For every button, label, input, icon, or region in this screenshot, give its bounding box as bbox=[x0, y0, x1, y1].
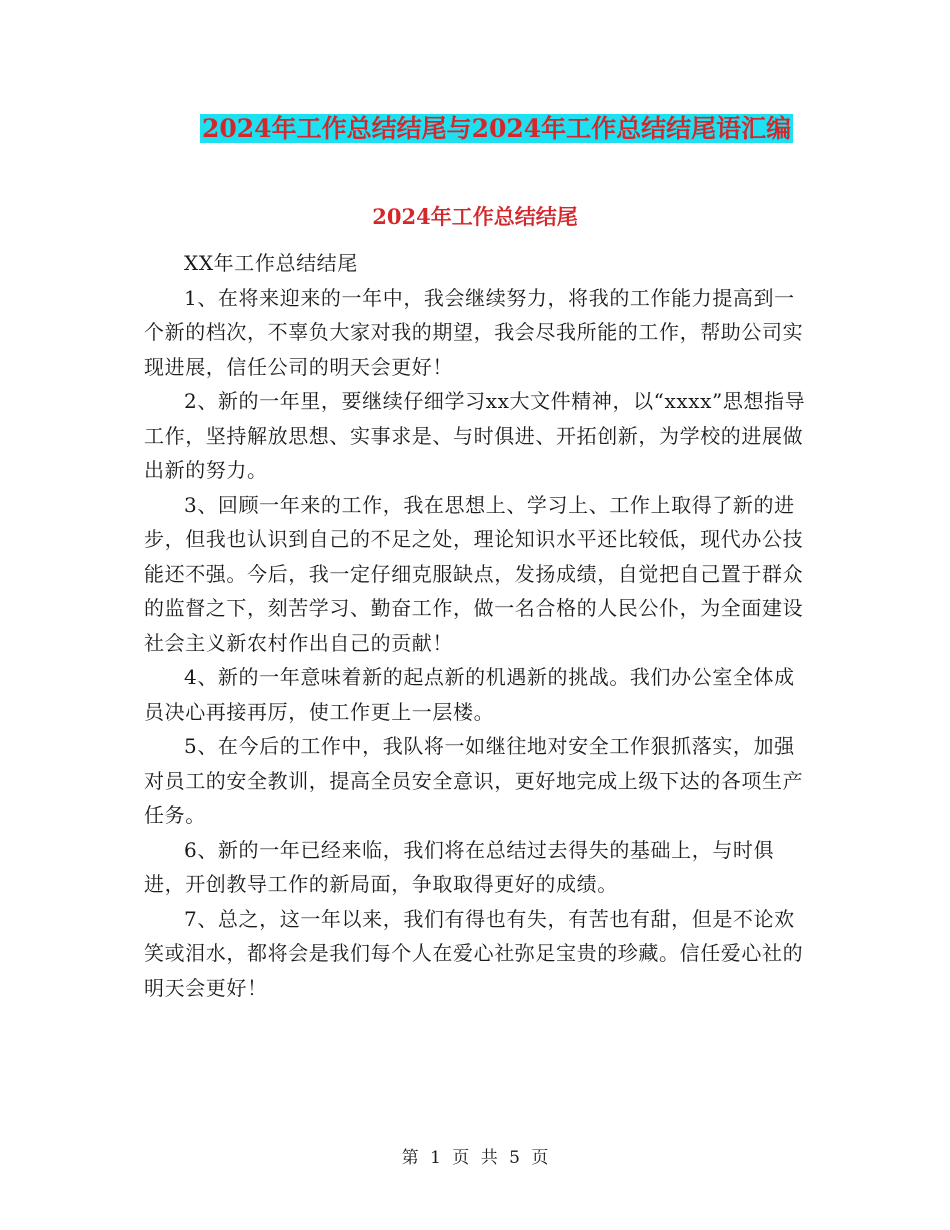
section-title: 2024年工作总结结尾 bbox=[372, 204, 578, 229]
page-footer: 第 1 页 共 5 页 bbox=[401, 1148, 549, 1168]
document-body bbox=[144, 246, 810, 1005]
paragraph-1: 1、在将来迎来的一年中，我会继续努力，将我的工作能力提高到一个新的档次，不辜负大家对我的期望，我会尽我所能的工作，帮助公司实现进展，信任公司的明天会更好！ bbox=[144, 285, 804, 379]
paragraph-6: 6、新的一年已经来临，我们将在总结过去得失的基础上，与时俱进，开创教导工作的新局面，争取取得更好的成绩。 bbox=[144, 837, 775, 896]
paragraph-3: 3、回顾一年来的工作，我在思想上、学习上、工作上取得了新的进步，但我也认识到自己的不足之处，理论知识水平还比较低，现代办公技能还不强。今后，我一定仔细克服缺点，发扬成绩，自觉把自己置于群众的监督之下，刻苦学习、勤奋工作，做一名合格的人民公仆，为全面建设社会主义新农村作出自己的贡献！ bbox=[144, 492, 804, 655]
paragraph-4: 4、新的一年意味着新的起点新的机遇新的挑战。我们办公室全体成员决心再接再厉，使工作更上一层楼。 bbox=[144, 665, 795, 724]
main-title-text: 2024年工作总结结尾与2024年工作总结结尾语汇编 bbox=[202, 114, 792, 143]
paragraph-7: 7、总之，这一年以来，我们有得也有失，有苦也有甜，但是不论欢笑或泪水，都将会是我们每个人在爱心社弥足宝贵的珍藏。信任爱心社的明天会更好！ bbox=[144, 906, 804, 1000]
paragraph-heading: XX年工作总结结尾 bbox=[184, 251, 358, 275]
paragraph-2: 2、新的一年里，要继续仔细学习xx大文件精神，以“xxxx”思想指导工作，坚持解放思想、实事求是、与时俱进、开拓创新，为学校的进展做出新的努力。 bbox=[144, 389, 806, 482]
main-title bbox=[200, 112, 798, 146]
paragraph-5: 5、在今后的工作中，我队将一如继往地对安全工作狠抓落实，加强对员工的安全教训，提高全员安全意识，更好地完成上级下达的各项生产任务。 bbox=[144, 734, 804, 827]
